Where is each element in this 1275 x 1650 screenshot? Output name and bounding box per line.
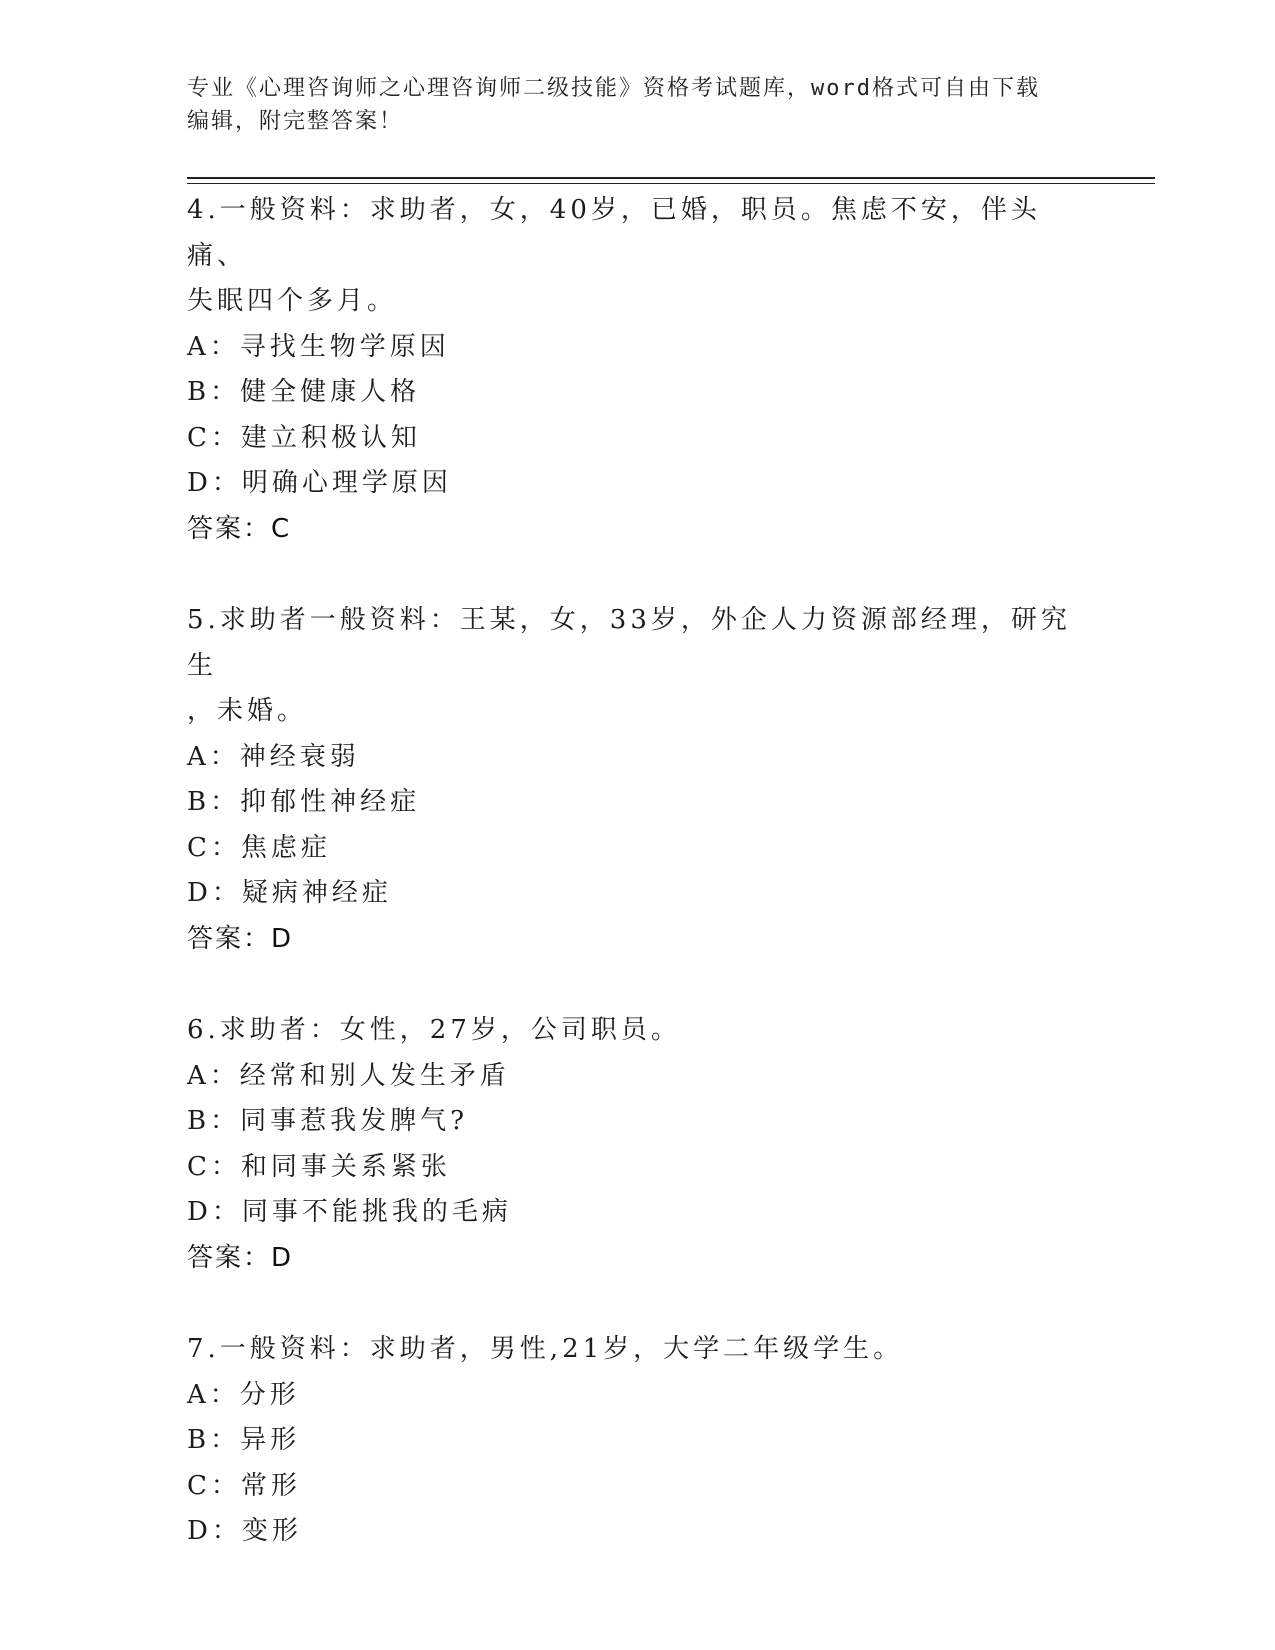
- option-b: B：同事惹我发脾气?: [187, 1106, 469, 1136]
- header-divider-thin: [187, 183, 1155, 184]
- question-7: [187, 1327, 1087, 1555]
- answer-line: 答案：C: [187, 513, 292, 544]
- option-d: D：变形: [187, 1516, 302, 1546]
- question-stem: ，未婚。: [187, 696, 308, 726]
- option-d: D：明确心理学原因: [187, 468, 452, 498]
- header-divider-thick: [187, 177, 1155, 179]
- option-c: C：焦虑症: [187, 832, 331, 863]
- question-stem: 6.求助者：女性，27岁，公司职员。: [187, 1015, 681, 1045]
- option-a: A：经常和别人发生矛盾: [187, 1060, 510, 1091]
- option-a: A：神经衰弱: [187, 741, 360, 772]
- document-header: [187, 72, 1087, 138]
- option-c: C：常形: [187, 1470, 301, 1501]
- question-stem: 7.一般资料：求助者，男性,21岁，大学二年级学生。: [187, 1334, 904, 1364]
- question-list: [187, 188, 1087, 1601]
- option-a: A：寻找生物学原因: [187, 331, 450, 362]
- option-c: C：建立积极认知: [187, 422, 421, 453]
- option-b: B：异形: [187, 1425, 301, 1455]
- question-stem: 失眠四个多月。: [187, 286, 398, 316]
- answer-line: 答案：D: [187, 923, 294, 954]
- option-c: C：和同事关系紧张: [187, 1151, 451, 1182]
- option-b: B：健全健康人格: [187, 377, 421, 407]
- question-6: [187, 1008, 1087, 1281]
- option-d: D：疑病神经症: [187, 878, 392, 908]
- option-a: A：分形: [187, 1379, 300, 1410]
- header-line-1: 专业《心理咨询师之心理咨询师二级技能》资格考试题库，word格式可自由下载: [187, 76, 1040, 101]
- option-d: D：同事不能挑我的毛病: [187, 1197, 512, 1227]
- question-stem: 5.求助者一般资料：王某，女，33岁，外企人力资源部经理，研究生: [187, 605, 1071, 681]
- option-b: B：抑郁性神经症: [187, 787, 421, 817]
- answer-line: 答案：D: [187, 1242, 294, 1273]
- header-line-2: 编辑，附完整答案！: [187, 109, 404, 134]
- question-5: [187, 598, 1087, 962]
- question-4: [187, 188, 1087, 552]
- question-stem: 4.一般资料：求助者，女，40岁，已婚，职员。焦虑不安，伴头痛、: [187, 195, 1041, 271]
